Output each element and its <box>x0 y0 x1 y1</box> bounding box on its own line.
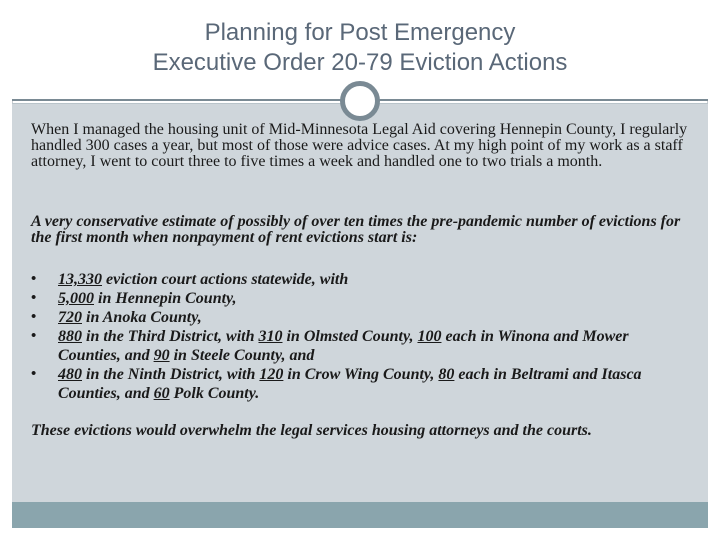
slide-body <box>12 104 708 502</box>
count-value: 310 <box>258 328 283 345</box>
bullet-icon: • <box>31 271 37 287</box>
bullet-icon: • <box>31 366 37 382</box>
list-item-text: in Anoka County, <box>82 309 202 326</box>
list-item-text: in Olmsted County, <box>282 328 418 345</box>
list-item-text: each in Winona and Mower Counties, and <box>58 328 629 364</box>
list-item-text: each in Beltrami and Itasca Counties, and <box>58 366 642 402</box>
bullet-icon: • <box>31 309 37 325</box>
list-item-text: in Steele County, and <box>169 347 315 364</box>
count-value: 100 <box>417 328 442 345</box>
count-value: 5,000 <box>58 290 94 307</box>
list-item <box>31 365 691 403</box>
footer-bar <box>12 502 708 528</box>
count-value: 880 <box>58 328 82 345</box>
count-value: 480 <box>58 366 82 383</box>
count-value: 720 <box>58 309 82 326</box>
ring-ornament-icon <box>340 81 380 121</box>
count-value: 13,330 <box>58 271 102 288</box>
conclusion-paragraph: These evictions would overwhelm the legal services housing attorneys and the courts. <box>31 422 592 439</box>
bullet-icon: • <box>31 328 37 344</box>
intro-paragraph: When I managed the housing unit of Mid-Minnesota Legal Aid covering Hennepin County, I regularly handled 300 cases a year, but most of those were advice cases. At my high point of my work as a staff attorney, I went to court three to five times a week and handled one to two trials a month. <box>31 121 688 170</box>
list-item-text: in the Ninth District, with <box>82 366 260 383</box>
list-item-text: in Crow Wing County, <box>283 366 439 383</box>
eviction-estimates-list <box>31 270 691 403</box>
count-value: 80 <box>438 366 455 383</box>
list-item-text: Polk County. <box>169 385 260 402</box>
bullet-icon: • <box>31 290 37 306</box>
count-value: 90 <box>153 347 170 364</box>
slide-title-line-2: Executive Order 20-79 Eviction Actions <box>152 49 568 76</box>
list-item <box>31 289 691 308</box>
count-value: 60 <box>153 385 170 402</box>
list-item-text: in the Third District, with <box>82 328 259 345</box>
list-item <box>31 308 691 327</box>
list-item <box>31 327 691 365</box>
count-value: 120 <box>259 366 284 383</box>
list-item <box>31 270 691 289</box>
list-item-text: in Hennepin County, <box>94 290 237 307</box>
list-item-text: eviction court actions statewide, with <box>102 271 349 288</box>
slide-title-line-1: Planning for Post Emergency <box>204 19 516 46</box>
estimate-paragraph: A very conservative estimate of possibly of over ten times the pre-pandemic number of evictions for the first month when nonpayment of rent evictions start is: <box>31 213 681 246</box>
